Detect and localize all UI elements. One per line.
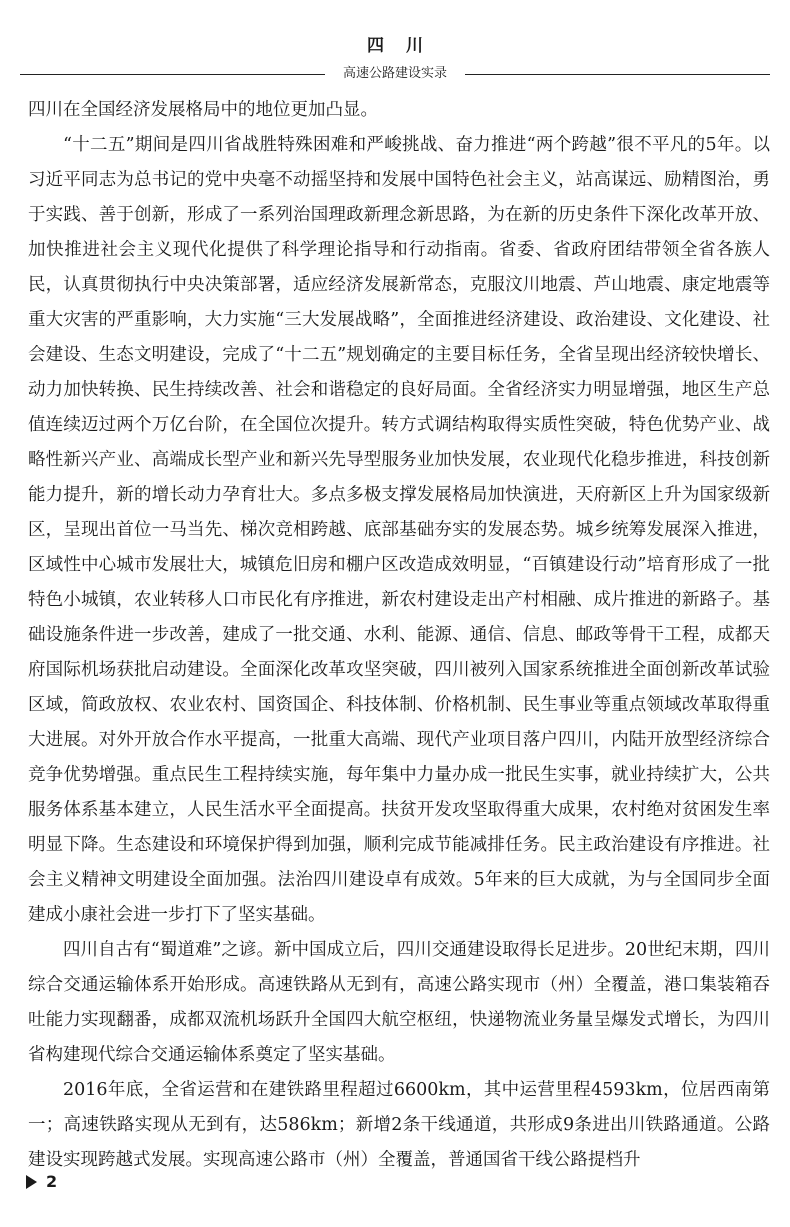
page-body [28, 93, 770, 1178]
running-header [0, 34, 790, 81]
header-rule-left [20, 74, 325, 75]
page-number: 2 [46, 1172, 58, 1191]
paragraph-continued: 四川在全国经济发展格局中的地位更加凸显。 [28, 100, 378, 120]
paragraph-shu-road: 四川自古有“蜀道难”之谚。新中国成立后，四川交通建设取得长足进步。20世纪末期，四川综合交通运输体系开始形成。高速铁路从无到有，高速公路实现市（州）全覆盖，港口集装箱吞吐能力实现翻番，成都双流机场跃升全国四大航空枢纽，快递物流业务量呈爆发式增长，为四川省构建现代综合交通运输体系奠定了坚实基础。 [28, 940, 770, 1065]
page-footer [26, 1170, 57, 1194]
triangle-marker-icon [26, 1175, 37, 1189]
paragraph-twelfth-five-year: “十二五”期间是四川省战胜特殊困难和严峻挑战、奋力推进“两个跨越”很不平凡的5年。以习近平同志为总书记的党中央毫不动摇坚持和发展中国特色社会主义，站高谋远、励精图治，勇于实践、善于创新，形成了一系列治国理政新理念新思路，为在新的历史条件下深化改革开放、加快推进社会主义现代化提供了科学理论指导和行动指南。省委、省政府团结带领全省各族人民，认真贯彻执行中央决策部署，适应经济发展新常态，克服汶川地震、芦山地震、康定地震等重大灾害的严重影响，大力实施“三大发展战略”，全面推进经济建设、政治建设、文化建设、社会建设、生态文明建设，完成了“十二五”规划确定的主要目标任务，全省呈现出经济较快增长、动力加快转换、民生持续改善、社会和谐稳定的良好局面。全省经济实力明显增强，地区生产总值连续迈过两个万亿台阶，在全国位次提升。转方式调结构取得实质性突破，特色优势产业、战略性新兴产业、高端成长型产业和新兴先导型服务业加快发展，农业现代化稳步推进，科技创新能力提升，新的增长动力孕育壮大。多点多极支撑发展格局加快演进，天府新区上升为国家级新区，呈现出首位一马当先、梯次竞相跨越、底部基础夯实的发展态势。城乡统筹发展深入推进，区域性中心城市发展壮大，城镇危旧房和棚户区改造成效明显，“百镇建设行动”培育形成了一批特色小城镇，农业转移人口市民化有序推进，新农村建设走出产村相融、成片推进的新路子。基础设施条件进一步改善，建成了一批交通、水利、能源、通信、信息、邮政等骨干工程，成都天府国际机场获批启动建设。全面深化改革攻坚突破，四川被列入国家系统推进全面创新改革试验区域，简政放权、农业农村、国资国企、科技体制、价格机制、民生事业等重点领域改革取得重大进展。对外开放合作水平提高，一批重大高端、现代产业项目落户四川，内陆开放型经济综合竞争优势增强。重点民生工程持续实施，每年集中力量办成一批民生实事，就业持续扩大，公共服务体系基本建立，人民生活水平全面提高。扶贫开发攻坚取得重大成果，农村绝对贫困发生率明显下降。生态建设和环境保护得到加强，顺利完成节能减排任务。民主政治建设有序推进。社会主义精神文明建设全面加强。法治四川建设卓有成效。5年来的巨大成就，为与全国同步全面建成小康社会进一步打下了坚实基础。 [28, 135, 770, 925]
header-title: 四川 [367, 36, 445, 56]
header-subtitle-row [0, 64, 790, 84]
header-rule-right [465, 74, 770, 75]
paragraph-2016-railways: 2016年底，全省运营和在建铁路里程超过6600km，其中运营里程4593km，位居西南第一；高速铁路实现从无到有，达586km；新增2条干线通道，共形成9条进出川铁路通道。公路建设实现跨越式发展。实现高速公路市（州）全覆盖，普通国省干线公路提档升 [28, 1080, 770, 1170]
header-subtitle: 高速公路建设实录 [342, 66, 447, 81]
